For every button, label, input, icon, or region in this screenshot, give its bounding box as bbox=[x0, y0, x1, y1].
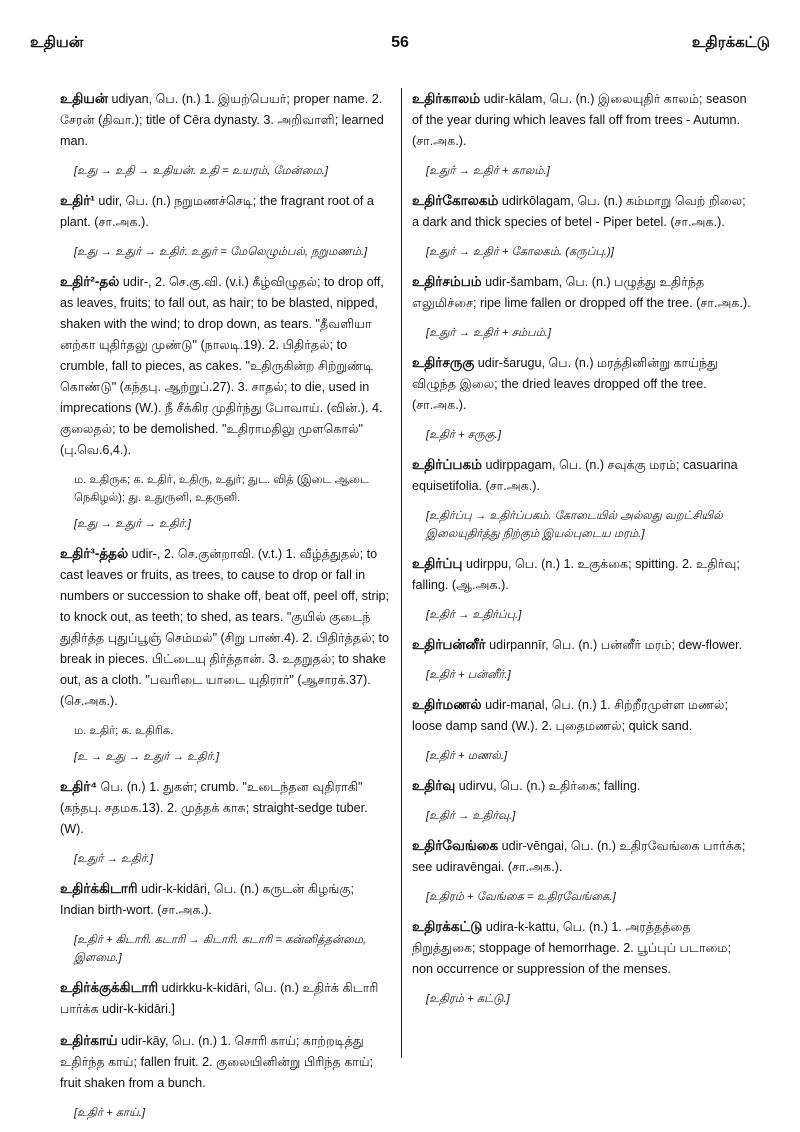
entry-headword: உதிர்⁴ bbox=[60, 779, 98, 794]
column-divider bbox=[401, 88, 402, 1058]
dictionary-entry bbox=[60, 190, 390, 233]
entry-cognates: ம. உதிருக; க. உதிர், உதிரு, உதுர்; துட. வித் (இடை ஆடை நெகிழல்); து. உதுருனி, உதருனி. bbox=[74, 474, 369, 504]
entry-etymology: [உது → உதி → உதியன். உதி = உயரம், மேன்மை.] bbox=[74, 165, 328, 177]
dictionary-entry bbox=[60, 88, 390, 152]
left-column bbox=[60, 88, 390, 1132]
entry-headword: உதிர்²-தல் bbox=[60, 274, 120, 289]
header-left-guideword: உதியன் bbox=[30, 34, 84, 51]
dictionary-entry bbox=[412, 271, 752, 314]
right-column bbox=[412, 88, 752, 1018]
entry-definition: udir-šarugu, பெ. (n.) மரத்தினின்று காய்ந்து விழுந்த இலை; the dried leaves dropped off the tree. (சா.அக.). bbox=[412, 356, 718, 412]
entry-headword: உதிர்வு bbox=[412, 778, 456, 793]
entry-etymology: [உது → உதுர் → உதிர்.] bbox=[74, 518, 191, 530]
entry-definition: udirkōlagam, பெ. (n.) கம்மாறு வெற் றிலை; a dark and thick species of betel - Piper betel. (சா.அக.). bbox=[412, 194, 746, 229]
dictionary-entry bbox=[412, 916, 752, 980]
entry-etymology: [உதுர் → உதிர் + காலம்.] bbox=[426, 165, 550, 177]
entry-headword: உதிர்மணல் bbox=[412, 697, 482, 712]
dictionary-entry bbox=[60, 977, 390, 1020]
entry-etymology: [உதுர் → உதிர் + கோலகம். (கருப்பு.)] bbox=[426, 246, 614, 258]
page-number: 56 bbox=[391, 34, 409, 51]
entry-headword: உதிரக்கட்டு bbox=[412, 919, 483, 934]
entry-definition: udir-kālam, பெ. (n.) இலையுதிர் காலம்; season of the year during which leaves fall off from trees - Autumn. (சா.அக.). bbox=[412, 92, 747, 148]
entry-definition: udirpannīr, பெ. (n.) பன்னீர் மரம்; dew-flower. bbox=[485, 638, 743, 652]
entry-definition: udir-šambam, பெ. (n.) பழுத்து உதிர்ந்த எலுமிச்சை; ripe lime fallen or dropped off the tree. (சா.அக.). bbox=[412, 275, 751, 310]
entry-definition: udirppagam, பெ. (n.) சவுக்கு மரம்; casuarina equisetifolia. (சா.அக.). bbox=[412, 458, 738, 493]
entry-headword: உதிர்கோலகம் bbox=[412, 193, 499, 208]
entry-definition: udir-, 2. செ.கு.வி. (v.i.) கீழ்விழுதல்; to drop off, as leaves, fruits; to fall out, as hair; to be blasted, nipped, shaken with the wind; to drop down, as tears. "தீவளியா னற்கா யுதிர்தலு முண்டு" (நாலடி.19). 2. பிதிர்தல்; to crumble, fall to pieces, as cakes. "உதிருகின்ற சிற்றுண்டி கொண்டு" (கந்தபு. ஆற்றுப்.27). 3. சாதல்; to die, used in imprecations (W.). நீ சீக்கிர முதிர்ந்து போவாய். (வின்.). 4. குலைதல்; to be demolished. "உதிராமதிலு முளகொல்" (பு.வெ.6,4.). bbox=[60, 275, 384, 457]
dictionary-entry bbox=[412, 454, 752, 497]
entry-etymology: [உதிர் + கிடாரி. கடாரி → கிடாரி. கடாரி = கன்னித்தன்மை, இளமை.] bbox=[74, 934, 367, 964]
entry-definition: udira-k-kattu, பெ. (n.) 1. அரத்தத்தை நிறுத்துகை; stoppage of hemorrhage. 2. பூப்புப் படாமை; non occurrence or suppression of the menses. bbox=[412, 920, 732, 976]
entry-etymology: [உது → உதுர் → உதிர். உதுர் = மேலெழும்பல், நறுமணம்.] bbox=[74, 246, 368, 258]
entry-definition: பெ. (n.) 1. துகள்; crumb. "உடைந்தன வுதிராகி" (கந்தபு. சதமக.13). 2. முத்தக் காசு; straight-sedge tuber. (W). bbox=[60, 780, 368, 836]
entry-headword: உதிர்ப்பகம் bbox=[412, 457, 482, 472]
entry-headword: உதிர்க்குக்கிடாரி bbox=[60, 980, 159, 995]
dictionary-entry bbox=[412, 190, 752, 233]
header-right-guideword: உதிரக்கட்டு bbox=[691, 34, 770, 51]
entry-definition: udir-maṇal, பெ. (n.) 1. சிற்றீரமுள்ள மணல்; loose damp sand (W.). 2. புதைமணல்; quick sand. bbox=[412, 698, 728, 733]
entry-cognates: ம. உதிர்; க. உதிரிக. bbox=[74, 725, 174, 737]
dictionary-entry bbox=[60, 271, 390, 461]
entry-headword: உதிர்³-த்தல் bbox=[60, 546, 129, 561]
entry-headword: உதிர்ப்பு bbox=[412, 556, 463, 571]
entry-headword: உதிர்¹ bbox=[60, 193, 95, 208]
entry-headword: உதிர்க்கிடாரி bbox=[60, 881, 138, 896]
dictionary-entry bbox=[60, 543, 390, 712]
entry-etymology: [உதிர் + காய்.] bbox=[74, 1107, 146, 1119]
entry-etymology: [உதிர்ப்பு → உதிர்ப்பகம். கோடையில் அல்லது வறட்சியில் இலையுதிர்த்து நிற்கும் இயல்புடைய மரம்.] bbox=[426, 510, 723, 540]
entry-etymology: [உ → உது → உதுர் → உதிர்.] bbox=[74, 751, 219, 763]
page-header bbox=[30, 34, 770, 60]
entry-etymology: [உதிர் + மணல்.] bbox=[426, 750, 508, 762]
entry-etymology: [உதிரம் + கட்டு.] bbox=[426, 993, 510, 1005]
entry-definition: udir-kāy, பெ. (n.) 1. சொரி காய்; காற்றடித்து உதிர்ந்த காய்; fallen fruit. 2. குலையினின்று பிரிந்த காய்; fruit shaken from a bunch. bbox=[60, 1034, 374, 1090]
dictionary-entry bbox=[412, 88, 752, 152]
dictionary-entry bbox=[60, 1030, 390, 1094]
entry-definition: udir, பெ. (n.) நறுமணச்செடி; the fragrant root of a plant. (சா.அக.). bbox=[60, 194, 374, 229]
dictionary-entry bbox=[412, 634, 752, 656]
entry-headword: உதிர்சருகு bbox=[412, 355, 475, 370]
entry-definition: udirvu, பெ. (n.) உதிர்கை; falling. bbox=[455, 779, 641, 793]
entry-headword: உதிர்காலம் bbox=[412, 91, 481, 106]
dictionary-entry bbox=[60, 776, 390, 840]
dictionary-entry bbox=[412, 352, 752, 416]
entry-definition: udirkku-k-kidāri, பெ. (n.) உதிர்க் கிடாரி பார்க்க udir-k-kidāri.] bbox=[60, 981, 379, 1016]
entry-definition: udir-, 2. செ.குன்றாவி. (v.t.) 1. வீழ்த்துதல்; to cast leaves or fruits, as trees, to cause to drop or fall in numbers or succession to shake off, beat off, peel off, strip; to knock out, as teeth; to shed, as tears. "குயில் குடைந் துதிர்த்த புதுப்பூஞ் செம்மல்" (சிறு பாண்.4). 2. பிதிர்த்தல்; to break in pieces. பிட்டையு திர்த்தான். 3. உதறுதல்; to shake out, as a cloth. "பவரிடை யாடை யுதிரார்" (ஆசாரக்.37). (செ.அக.). bbox=[60, 547, 390, 708]
entry-etymology: [உதிர் + சருகு.] bbox=[426, 429, 502, 441]
entry-headword: உதிர்காய் bbox=[60, 1033, 118, 1048]
dictionary-entry bbox=[60, 878, 390, 921]
entry-definition: udirppu, பெ. (n.) 1. உகுக்கை; spitting. 2. உதிர்வு; falling. (ஆ.அக.). bbox=[412, 557, 740, 592]
entry-etymology: [உதுர் → உதிர்.] bbox=[74, 853, 153, 865]
entry-headword: உதிர்வேங்கை bbox=[412, 838, 499, 853]
entry-etymology: [உதிர் → உதிர்ப்பு.] bbox=[426, 609, 522, 621]
dictionary-entry bbox=[412, 694, 752, 737]
entry-headword: உதிர்சம்பம் bbox=[412, 274, 482, 289]
entry-etymology: [உதிர் + பன்னீர்.] bbox=[426, 669, 511, 681]
entry-definition: udir-k-kidāri, பெ. (n.) கருடன் கிழங்கு; Indian birth-wort. (சா.அக.). bbox=[60, 882, 354, 917]
dictionary-entry bbox=[412, 553, 752, 596]
entry-headword: உதிர்பன்னீர் bbox=[412, 637, 486, 652]
dictionary-entry bbox=[412, 775, 752, 797]
entry-etymology: [உதிர் → உதிர்வு.] bbox=[426, 810, 516, 822]
dictionary-entry bbox=[412, 835, 752, 878]
entry-definition: udir-vēngai, பெ. (n.) உதிரவேங்கை பார்க்க; see udiravēngai. (சா.அக.). bbox=[412, 839, 746, 874]
entry-headword: உதியன் bbox=[60, 91, 108, 106]
entry-etymology: [உதுர் → உதிர் + சம்பம்.] bbox=[426, 327, 552, 339]
entry-etymology: [உதிரம் + வேங்கை = உதிரவேங்கை.] bbox=[426, 891, 616, 903]
entry-definition: udiyan, பெ. (n.) 1. இயற்பெயர்; proper name. 2. சேரன் (திவா.); title of Cēra dynasty. 3. அறிவாளி; learned man. bbox=[60, 92, 384, 148]
